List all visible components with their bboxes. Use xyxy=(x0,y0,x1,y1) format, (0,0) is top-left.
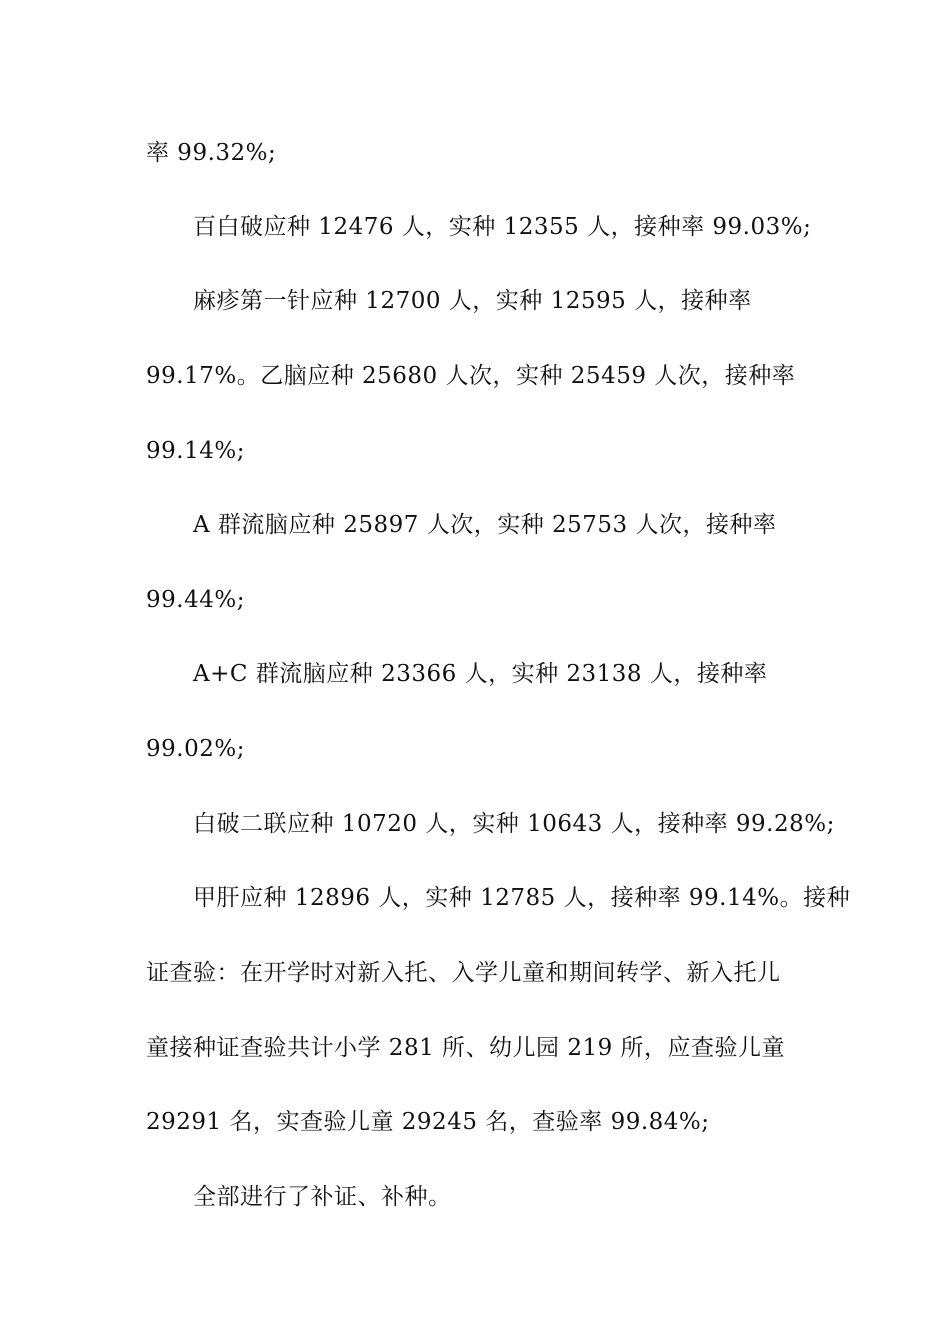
text-line: 率 99.32%; xyxy=(146,140,277,166)
text-line: 99.02%; xyxy=(146,736,245,762)
text-line: 百白破应种 12476 人，实种 12355 人，接种率 99.03%; xyxy=(193,214,812,240)
text-line: 证查验：在开学时对新入托、入学儿童和期间转学、新入托儿 xyxy=(146,960,781,986)
text-line: 99.44%; xyxy=(146,587,245,613)
text-line: A+C 群流脑应种 23366 人，实种 23138 人，接种率 xyxy=(193,661,768,687)
text-line: 童接种证查验共计小学 281 所、幼儿园 219 所，应查验儿童 xyxy=(146,1035,786,1061)
text-line: 白破二联应种 10720 人，实种 10643 人，接种率 99.28%; xyxy=(193,811,835,837)
text-line: 29291 名，实查验儿童 29245 名，查验率 99.84%; xyxy=(146,1109,710,1135)
text-line: 甲肝应种 12896 人，实种 12785 人，接种率 99.14%。接种 xyxy=(193,885,851,911)
text-line: 全部进行了补证、补种。 xyxy=(193,1184,452,1210)
text-line: 麻疹第一针应种 12700 人，实种 12595 人，接种率 xyxy=(193,288,752,314)
text-line: 99.14%; xyxy=(146,438,245,464)
text-line: 99.17%。乙脑应种 25680 人次，实种 25459 人次，接种率 xyxy=(146,363,796,389)
text-line: A 群流脑应种 25897 人次，实种 25753 人次，接种率 xyxy=(193,512,777,538)
